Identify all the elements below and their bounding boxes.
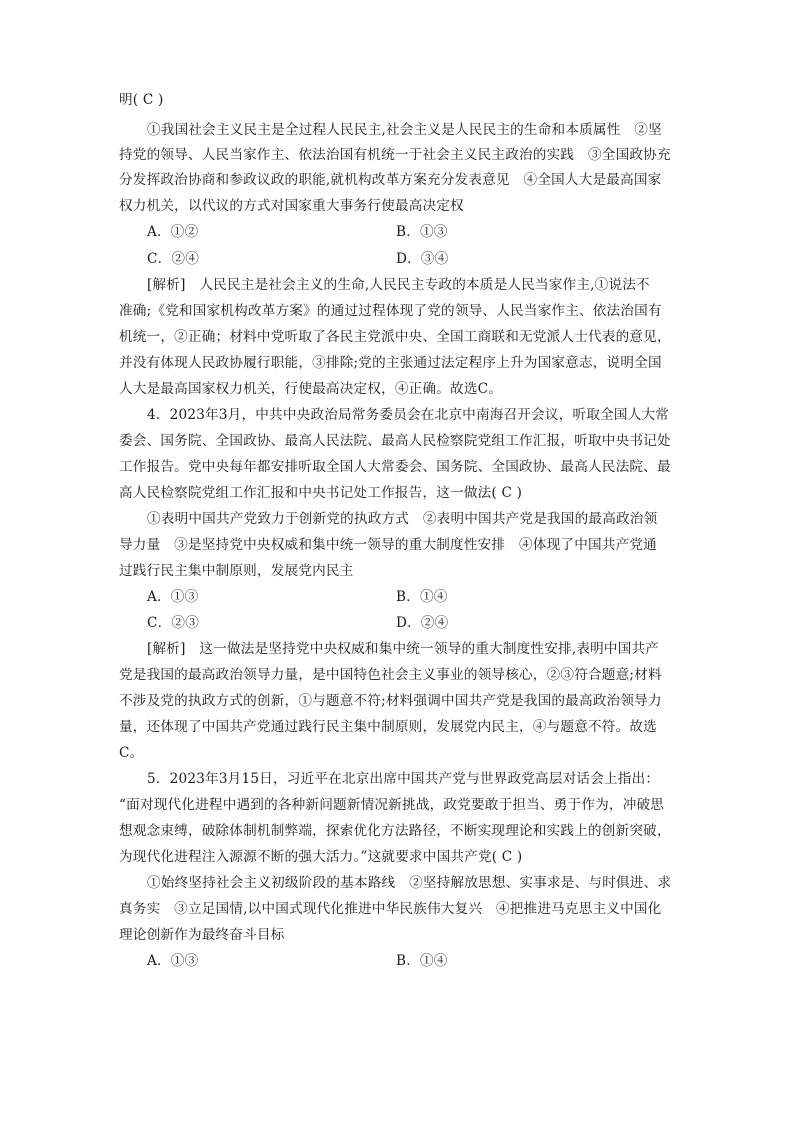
analysis-line: 不涉及党的执政方式的创新，①与题意不符;材料强调中国共产党是我国的最高政治领导力 (119, 693, 662, 709)
option-b: B．①④ (396, 953, 448, 969)
question-4-stem: 4．2023年3月，中共中央政治局常务委员会在北京中南海召开会议，听取全国人大常 (147, 407, 670, 423)
text-line: “面对现代化进程中遇到的各种新问题新情况新挑战，政党要敢于担当、勇于作为，冲破思 (119, 797, 665, 813)
analysis-line: [解析] 这一做法是坚持党中央权威和集中统一领导的重大制度性安排,表明中国共产 (147, 641, 660, 657)
analysis-line: 人大是最高国家权力机关，行使最高决定权，④正确。故选C。 (119, 381, 503, 397)
text-line: 导力量 ③是坚持党中央权威和集中统一领导的重大制度性安排 ④体现了中国共产党通 (119, 537, 657, 553)
text-line: 为现代化进程注入源源不断的强大活力。”这就要求中国共产党( C ) (119, 849, 523, 865)
text-line: 明( C ) (119, 92, 164, 108)
text-line: 权力机关，以代议的方式对国家重大事务行使最高决定权 (119, 198, 464, 214)
text-line: 委会、国务院、全国政协、最高人民法院、最高人民检察院党组工作汇报，听取中央书记处 (119, 433, 671, 449)
analysis-line: 准确;《党和国家机构改革方案》的通过过程体现了党的领导、人民当家作主、依法治国有 (119, 303, 662, 319)
option-c: C．②④ (147, 251, 199, 267)
text-line: 工作报告。党中央每年都安排听取全国人大常委会、国务院、全国政协、最高人民法院、最 (119, 459, 671, 475)
analysis-line: 党是我国的最高政治领导力量，是中国特色社会主义事业的领导核心，②③符合题意;材料 (119, 667, 662, 683)
text-line: 高人民检察院党组工作汇报和中央书记处工作报告，这一做法( C ) (119, 485, 523, 501)
option-b: B．①③ (396, 224, 448, 240)
text-line: 过践行民主集中制原则，发展党内民主 (119, 563, 354, 579)
text-line: 真务实 ③立足国情,以中国式现代化推进中华民族伟大复兴 ④把推进马克思主义中国化 (119, 901, 662, 917)
option-b: B．①④ (396, 589, 448, 605)
text-line: 持党的领导、人民当家作主、依法治国有机统一于社会主义民主政治的实践 ③全国政协充 (119, 147, 671, 163)
text-line: ①我国社会主义民主是全过程人民民主,社会主义是人民民主的生命和本质属性 ②坚 (147, 122, 662, 138)
option-a: A．①② (147, 224, 199, 240)
text-line: 想观念束缚，破除体制机制弊端，探索优化方法路径，不断实现理论和实践上的创新突破， (119, 823, 671, 839)
option-d: D．③④ (396, 251, 449, 267)
analysis-line: 量，还体现了中国共产党通过践行民主集中制原则，发展党内民主，④与题意不符。故选 (119, 719, 657, 735)
option-d: D．②④ (396, 615, 449, 631)
analysis-line: C。 (119, 745, 144, 761)
question-5-stem: 5．2023年3月15日，习近平在北京出席中国共产党与世界政党高层对话会上指出： (147, 771, 660, 787)
text-line: ①始终坚持社会主义初级阶段的基本路线 ②坚持解放思想、实事求是、与时俱进、求 (147, 875, 672, 891)
option-a: A．①③ (147, 589, 199, 605)
analysis-line: [解析] 人民民主是社会主义的生命,人民民主专政的本质是人民当家作主,①说法不 (147, 277, 650, 293)
text-line: 分发挥政治协商和参政议政的职能,就机构改革方案充分发表意见 ④全国人大是最高国家 (119, 172, 662, 188)
option-a: A．①③ (147, 953, 199, 969)
analysis-line: 机统一，②正确；材料中党听取了各民主党派中央、全国工商联和无党派人士代表的意见， (119, 329, 671, 345)
analysis-line: 并没有体现人民政协履行职能，③排除;党的主张通过法定程序上升为国家意志，说明全国 (119, 355, 662, 371)
option-c: C．②③ (147, 615, 199, 631)
text-line: ①表明中国共产党致力于创新党的执政方式 ②表明中国共产党是我国的最高政治领 (147, 511, 658, 527)
text-line: 理论创新作为最终奋斗目标 (119, 927, 285, 943)
